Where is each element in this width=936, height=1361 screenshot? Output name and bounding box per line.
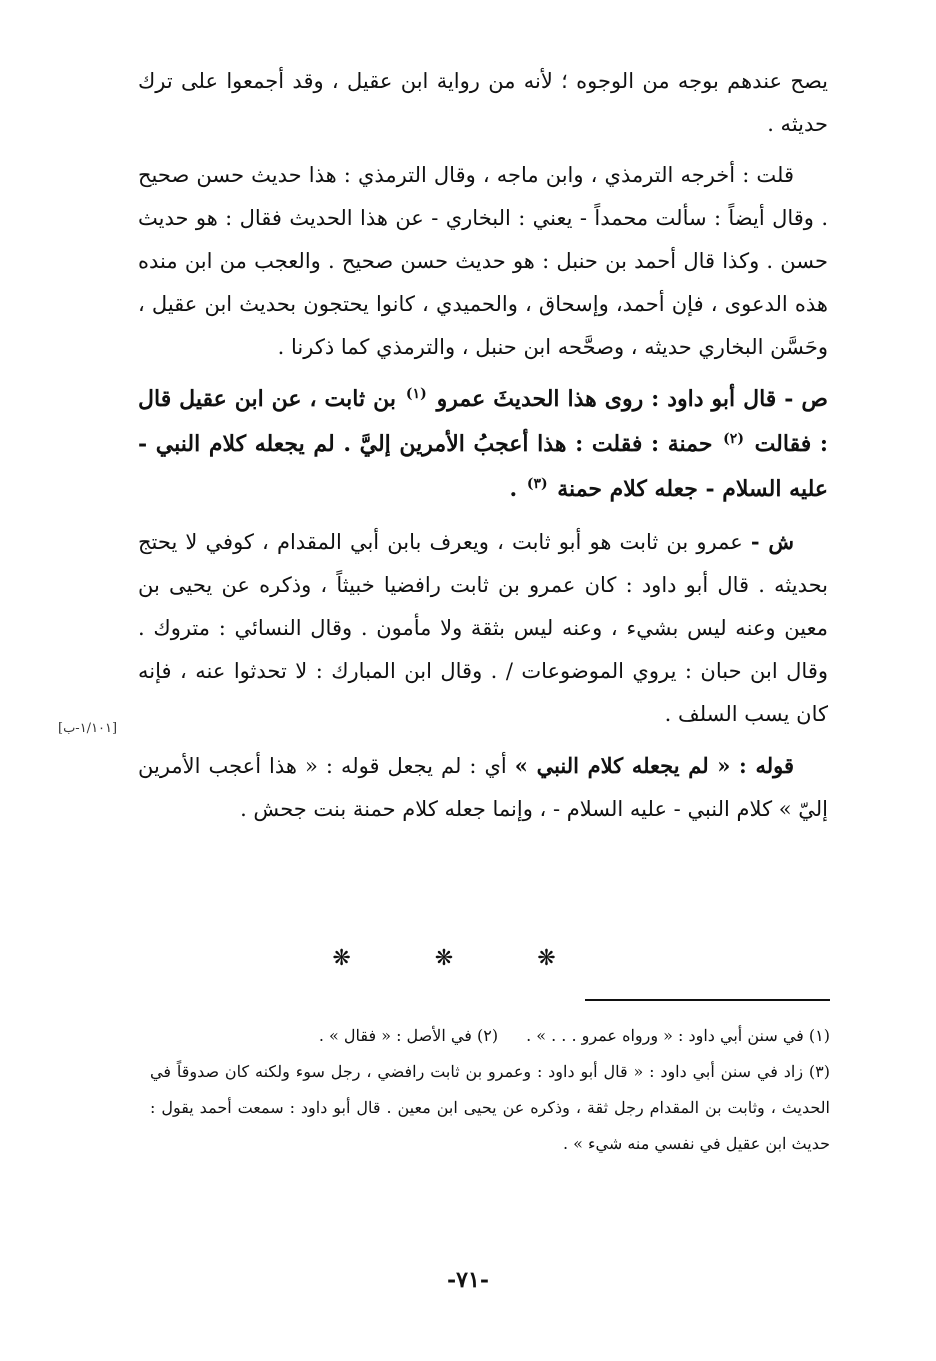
footnote-ref-2: (٢) xyxy=(723,430,744,447)
manuscript-folio-note: [١/١٠١-ب] xyxy=(58,721,118,736)
commentary-lead: ش - xyxy=(750,529,794,554)
main-text xyxy=(138,60,828,837)
explanation-lead: قوله : « لم يجعله كلام النبي » xyxy=(514,753,794,778)
paragraph-5-explanation xyxy=(138,744,828,831)
separator-star-icon: ❋ xyxy=(332,946,399,971)
separator-star-icon: ❋ xyxy=(434,946,502,971)
section-separator xyxy=(0,946,936,971)
footnote-ref-1: (١) xyxy=(405,385,427,402)
footnotes xyxy=(150,1018,830,1162)
hadith-text-a: ص - قال أبو داود : روى هذا الحديثَ عمرو xyxy=(436,386,828,412)
footnote-1: (١) في سنن أبي داود : « ورواه عمرو . . . » . xyxy=(526,1026,830,1045)
footnote-row-1 xyxy=(150,1018,830,1054)
separator-star-icon: ❋ xyxy=(537,946,604,971)
paragraph-1: يصح عندهم بوجه من الوجوه ؛ لأنه من رواية ابن عقيل ، وقد أجمعوا على ترك حديثه . xyxy=(138,69,828,136)
hadith-text-b: بن ثابت ، عن ابن عقيل قال : فقالت xyxy=(138,386,828,457)
footnote-3 xyxy=(150,1054,830,1162)
footnote-3-text: (٣) زاد في سنن أبي داود : « قال أبو داود : وعمرو بن ثابت رافضي ، رجل سوء ولكنه كان صدوقاً في الحديث ، وثابت بن المقدام رجل ثقة ، وذكره عن يحيى ابن معين . قال أبو داود : سمعت أحمد يقول : حديث ابن عقيل في نفسي منه شيء » . xyxy=(150,1062,830,1153)
footnote-divider xyxy=(585,999,830,1001)
footnote-2: (٢) في الأصل : « فقال » . xyxy=(318,1026,499,1045)
paragraph-4-commentary xyxy=(138,520,828,736)
hadith-text-d: . xyxy=(509,476,518,502)
commentary-text: عمرو بن ثابت هو أبو ثابت ، ويعرف بابن أبي المقدام ، كوفي لا يحتج بحديثه . قال أبو داود : كان عمرو بن ثابت رافضيا خبيثاً ، وذكره عن يحيى بن معين وعنه ليس بشيء ، وعنه ليس بثقة ولا مأمون . وقال النسائي : متروك . وقال ابن حبان : يروي الموضوعات / . وقال ابن المبارك : لا تحدثوا عنه ، فإنه كان يسب السلف . xyxy=(138,530,828,726)
page-number: -٧١- xyxy=(447,1267,489,1293)
footnote-ref-3: (٣) xyxy=(526,475,548,492)
explanation-text: أي : لم يجعل قوله : « هذا أعجب الأمرين إليّ » كلام النبي - عليه السلام - ، وإنما جعله كلام حمنة بنت جحش . xyxy=(138,754,828,821)
hadith-text-c: حمنة : فقلت : هذا أعجبُ الأمرين إليَّ . لم يجعله كلام النبي - عليه السلام - جعله كلام حمنة xyxy=(138,431,828,502)
paragraph-2: قلت : أخرجه الترمذي ، وابن ماجه ، وقال الترمذي : هذا حديث حسن صحيح . وقال أيضاً : سألت محمداً - يعني : البخاري - عن هذا الحديث فقال : هو حديث حسن . وكذا قال أحمد بن حنبل : هو حديث حسن صحيح . والعجب من ابن منده هذه الدعوى ، فإن أحمد، وإسحاق ، والحميدي ، كانوا يحتجون بحديث ابن عقيل ، وحَسَّن البخاري حديثه ، وصحَّحه ابن حنبل ، والترمذي كما ذكرنا . xyxy=(138,163,828,359)
paragraph-3-hadith xyxy=(138,377,828,512)
